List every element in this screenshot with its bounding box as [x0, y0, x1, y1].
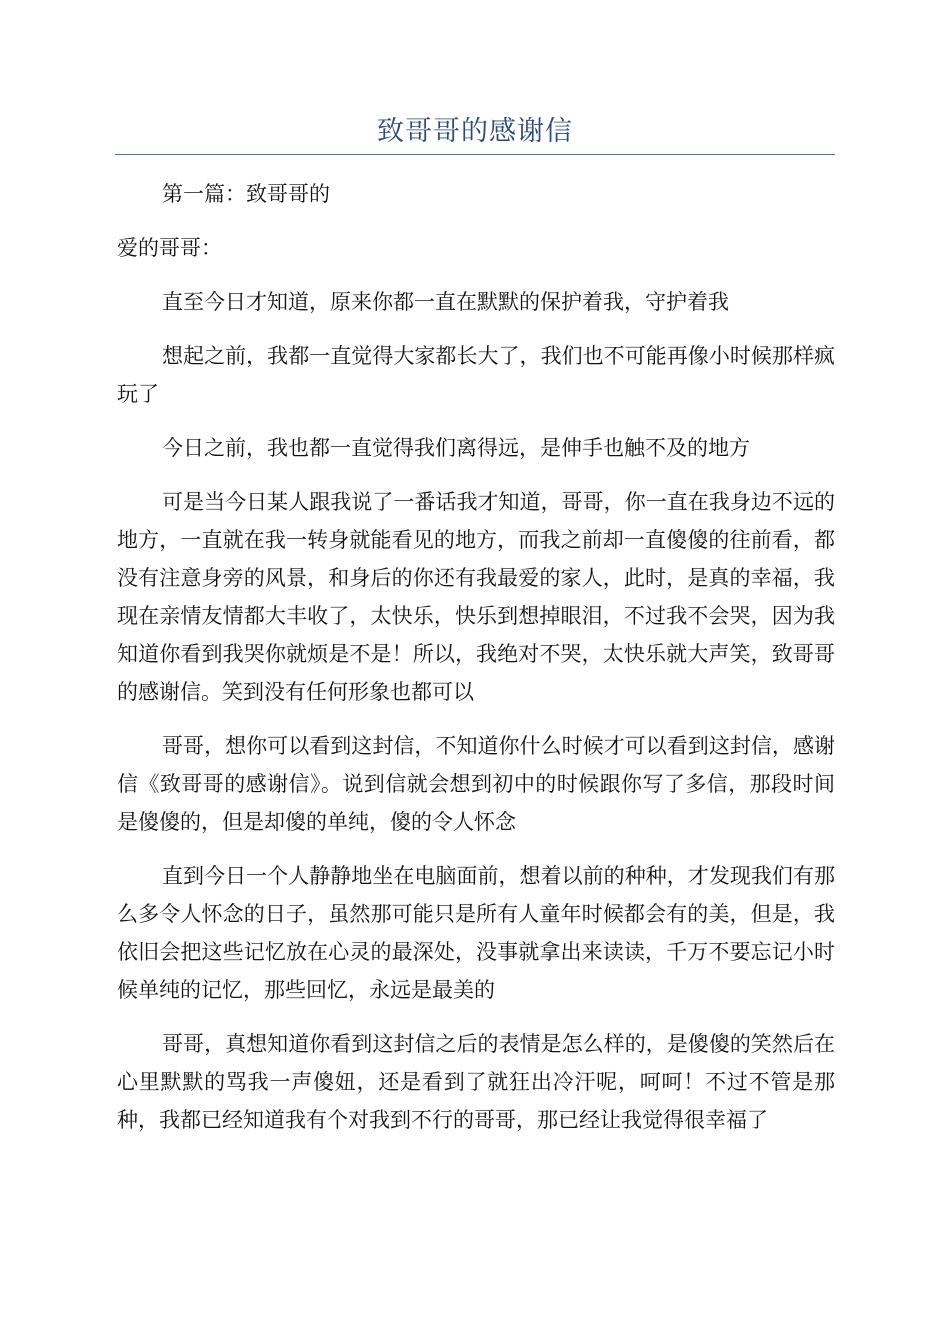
paragraph-spacer — [117, 711, 835, 727]
body-paragraph: 可是当今日某人跟我说了一番话我才知道，哥哥，你一直在我身边不远的地方，一直就在我一转身就能看见的地方，而我之前却一直傻傻的往前看，都没有注意身旁的风景，和身后的你还有我最爱的家人，此时，是真的幸福，我现在亲情友情都大丰收了，太快乐，快乐到想掉眼泪，不过我不会哭，因为我知道你看到我哭你就烦是不是！所以，我绝对不哭，太快乐就大声笑，致哥哥的感谢信。笑到没有任何形象也都可以 — [117, 490, 835, 704]
body-paragraph: 直至今日才知道，原来你都一直在默默的保护着我，守护着我 — [162, 290, 729, 314]
paragraph-spacer — [117, 321, 835, 337]
title-underline — [115, 154, 835, 155]
paragraph-spacer — [117, 1009, 835, 1025]
paragraph-spacer — [117, 841, 835, 857]
paragraph-spacer — [117, 267, 835, 283]
body-paragraph: 哥哥，真想知道你看到这封信之后的表情是怎么样的，是傻傻的笑然后在心里默默的骂我一声傻妞，还是看到了就狂出冷汗呢，呵呵！不过不管是那种，我都已经知道我有个对我到不行的哥哥，那已经让我觉得很幸福了 — [117, 1032, 835, 1132]
letter-body — [117, 175, 835, 1139]
paragraph-spacer — [117, 467, 835, 483]
salutation: 爱的哥哥： — [117, 236, 222, 260]
body-paragraph: 今日之前，我也都一直觉得我们离得远，是伸手也触不及的地方 — [162, 436, 750, 460]
page-title: 致哥哥的感谢信 — [377, 116, 573, 147]
body-paragraph: 直到今日一个人静静地坐在电脑面前，想着以前的种种，才发现我们有那么多令人怀念的日子，虽然那可能只是所有人童年时候都会有的美，但是，我依旧会把这些记忆放在心灵的最深处，没事就拿出来读读，千万不要忘记小时候单纯的记忆，那些回忆，永远是最美的 — [117, 864, 835, 1002]
paragraph-spacer — [117, 413, 835, 429]
body-paragraph: 想起之前，我都一直觉得大家都长大了，我们也不可能再像小时候那样疯玩了 — [117, 344, 835, 406]
heading-paragraph: 第一篇：致哥哥的 — [162, 182, 330, 206]
paragraph-spacer — [117, 213, 835, 229]
body-paragraph: 哥哥，想你可以看到这封信，不知道你什么时候才可以看到这封信，感谢信《致哥哥的感谢信》。说到信就会想到初中的时候跟你写了多信，那段时间是傻傻的，但是却傻的单纯，傻的令人怀念 — [117, 734, 835, 834]
